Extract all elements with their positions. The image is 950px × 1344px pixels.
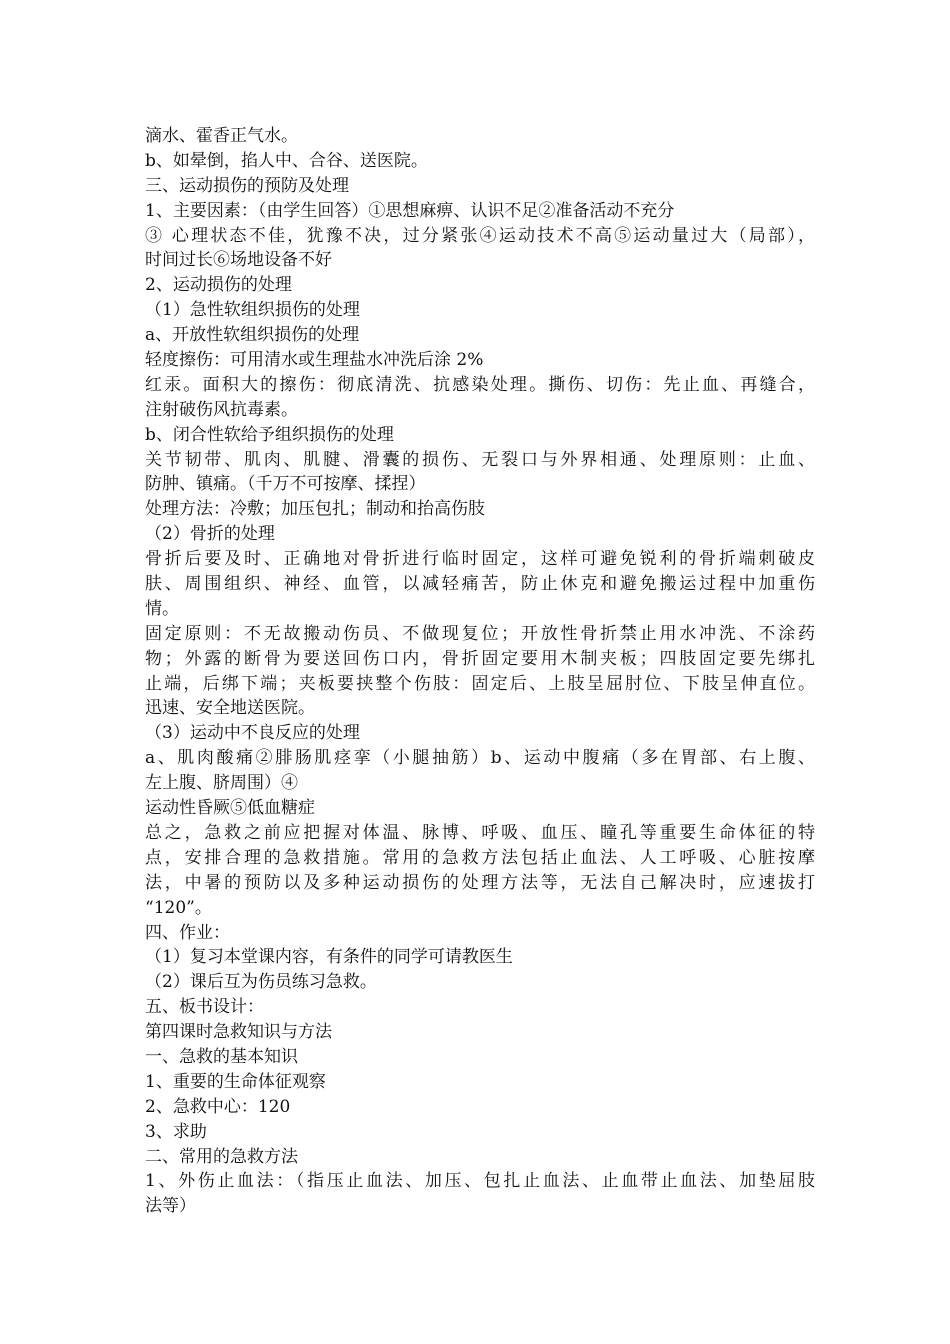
text-line: （1）急性软组织损伤的处理 [145, 300, 360, 321]
text-line: “120”。 [145, 897, 212, 918]
text-line: 二、常用的急救方法 [145, 1146, 298, 1167]
text-line: 迅速、安全地送医院。 [145, 698, 315, 719]
text-line: b、闭合性软给予组织损伤的处理 [145, 424, 394, 445]
text-line: 骨折后要及时、正确地对骨折进行临时固定，这样可避免锐利的骨折端刺破皮 [145, 549, 815, 570]
text-line: b、如晕倒，掐人中、合谷、送医院。 [145, 150, 428, 171]
text-line: 3、求助 [145, 1121, 207, 1142]
text-line: 五、板书设计： [145, 997, 264, 1018]
text-line: 第四课时急救知识与方法 [145, 1022, 332, 1043]
text-line: 三、运动损伤的预防及处理 [145, 175, 349, 196]
text-line: ③ 心理状态不佳，犹豫不决，过分紧张④运动技术不高⑤运动量过大（局部）， [145, 225, 815, 246]
text-line: 1、主要因素：（由学生回答）①思想麻痹、认识不足②准备活动不充分 [145, 200, 675, 221]
text-line: 1、外伤止血法：（指压止血法、加压、包扎止血法、止血带止血法、加垫屈肢 [145, 1171, 815, 1192]
text-line: 红汞。面积大的擦伤：彻底清洗、抗感染处理。撕伤、切伤：先止血、再缝合， [145, 374, 815, 395]
text-line: a、开放性软组织损伤的处理 [145, 325, 360, 346]
text-line: a、肌肉酸痛②腓肠肌痉挛（小腿抽筋）b、运动中腹痛（多在胃部、右上腹、 [145, 748, 815, 769]
text-line: 1、重要的生命体征观察 [145, 1071, 326, 1092]
text-line: 防肿、镇痛。（千万不可按摩、揉捏） [145, 474, 426, 495]
text-line: 2、急救中心：120 [145, 1096, 291, 1117]
text-line: 肤、周围组织、神经、血管，以减轻痛苦，防止休克和避免搬运过程中加重伤 [145, 574, 815, 595]
text-line: 固定原则：不无故搬动伤员、不做现复位；开放性骨折禁止用水冲洗、不涂药 [145, 623, 815, 644]
text-line: （2）骨折的处理 [145, 524, 275, 545]
document-body [145, 124, 815, 1219]
text-line: 法等） [145, 1196, 196, 1217]
text-line: 时间过长⑥场地设备不好 [145, 250, 332, 271]
text-line: 左上腹、脐周围）④ [145, 773, 298, 794]
text-line: （1）复习本堂课内容，有条件的同学可请教医生 [145, 947, 513, 968]
text-line: 总之，急救之前应把握对体温、脉博、呼吸、血压、瞳孔等重要生命体征的特 [145, 822, 815, 843]
text-line: 一、急救的基本知识 [145, 1046, 298, 1067]
text-line: 物；外露的断骨为要送回伤口内，骨折固定要用木制夹板；四肢固定要先绑扎 [145, 648, 815, 669]
text-line: 四、作业： [145, 922, 230, 943]
text-line: 点，安排合理的急救措施。常用的急救方法包括止血法、人工呼吸、心脏按摩 [145, 847, 815, 868]
text-line: 注射破伤风抗毒素。 [145, 399, 298, 420]
text-line: （3）运动中不良反应的处理 [145, 723, 360, 744]
text-line: 处理方法：冷敷；加压包扎；制动和抬高伤肢 [145, 499, 485, 520]
text-line: 运动性昏厥⑤低血糖症 [145, 798, 315, 819]
text-line: （2）课后互为伤员练习急救。 [145, 972, 377, 993]
text-line: 止端，后绑下端；夹板要挟整个伤肢：固定后、上肢呈屈肘位、下肢呈伸直位。 [145, 673, 815, 694]
text-line: 情。 [145, 598, 179, 619]
text-line: 关节韧带、肌肉、肌腱、滑囊的损伤、无裂口与外界相通、处理原则：止血、 [145, 449, 815, 470]
text-line: 2、运动损伤的处理 [145, 275, 292, 296]
text-line: 法，中暑的预防以及多种运动损伤的处理方法等，无法自己解决时，应速拔打 [145, 872, 815, 893]
text-line: 轻度擦伤：可用清水或生理盐水冲洗后涂 2% [145, 350, 484, 371]
text-line: 滴水、霍香正气水。 [145, 126, 298, 146]
